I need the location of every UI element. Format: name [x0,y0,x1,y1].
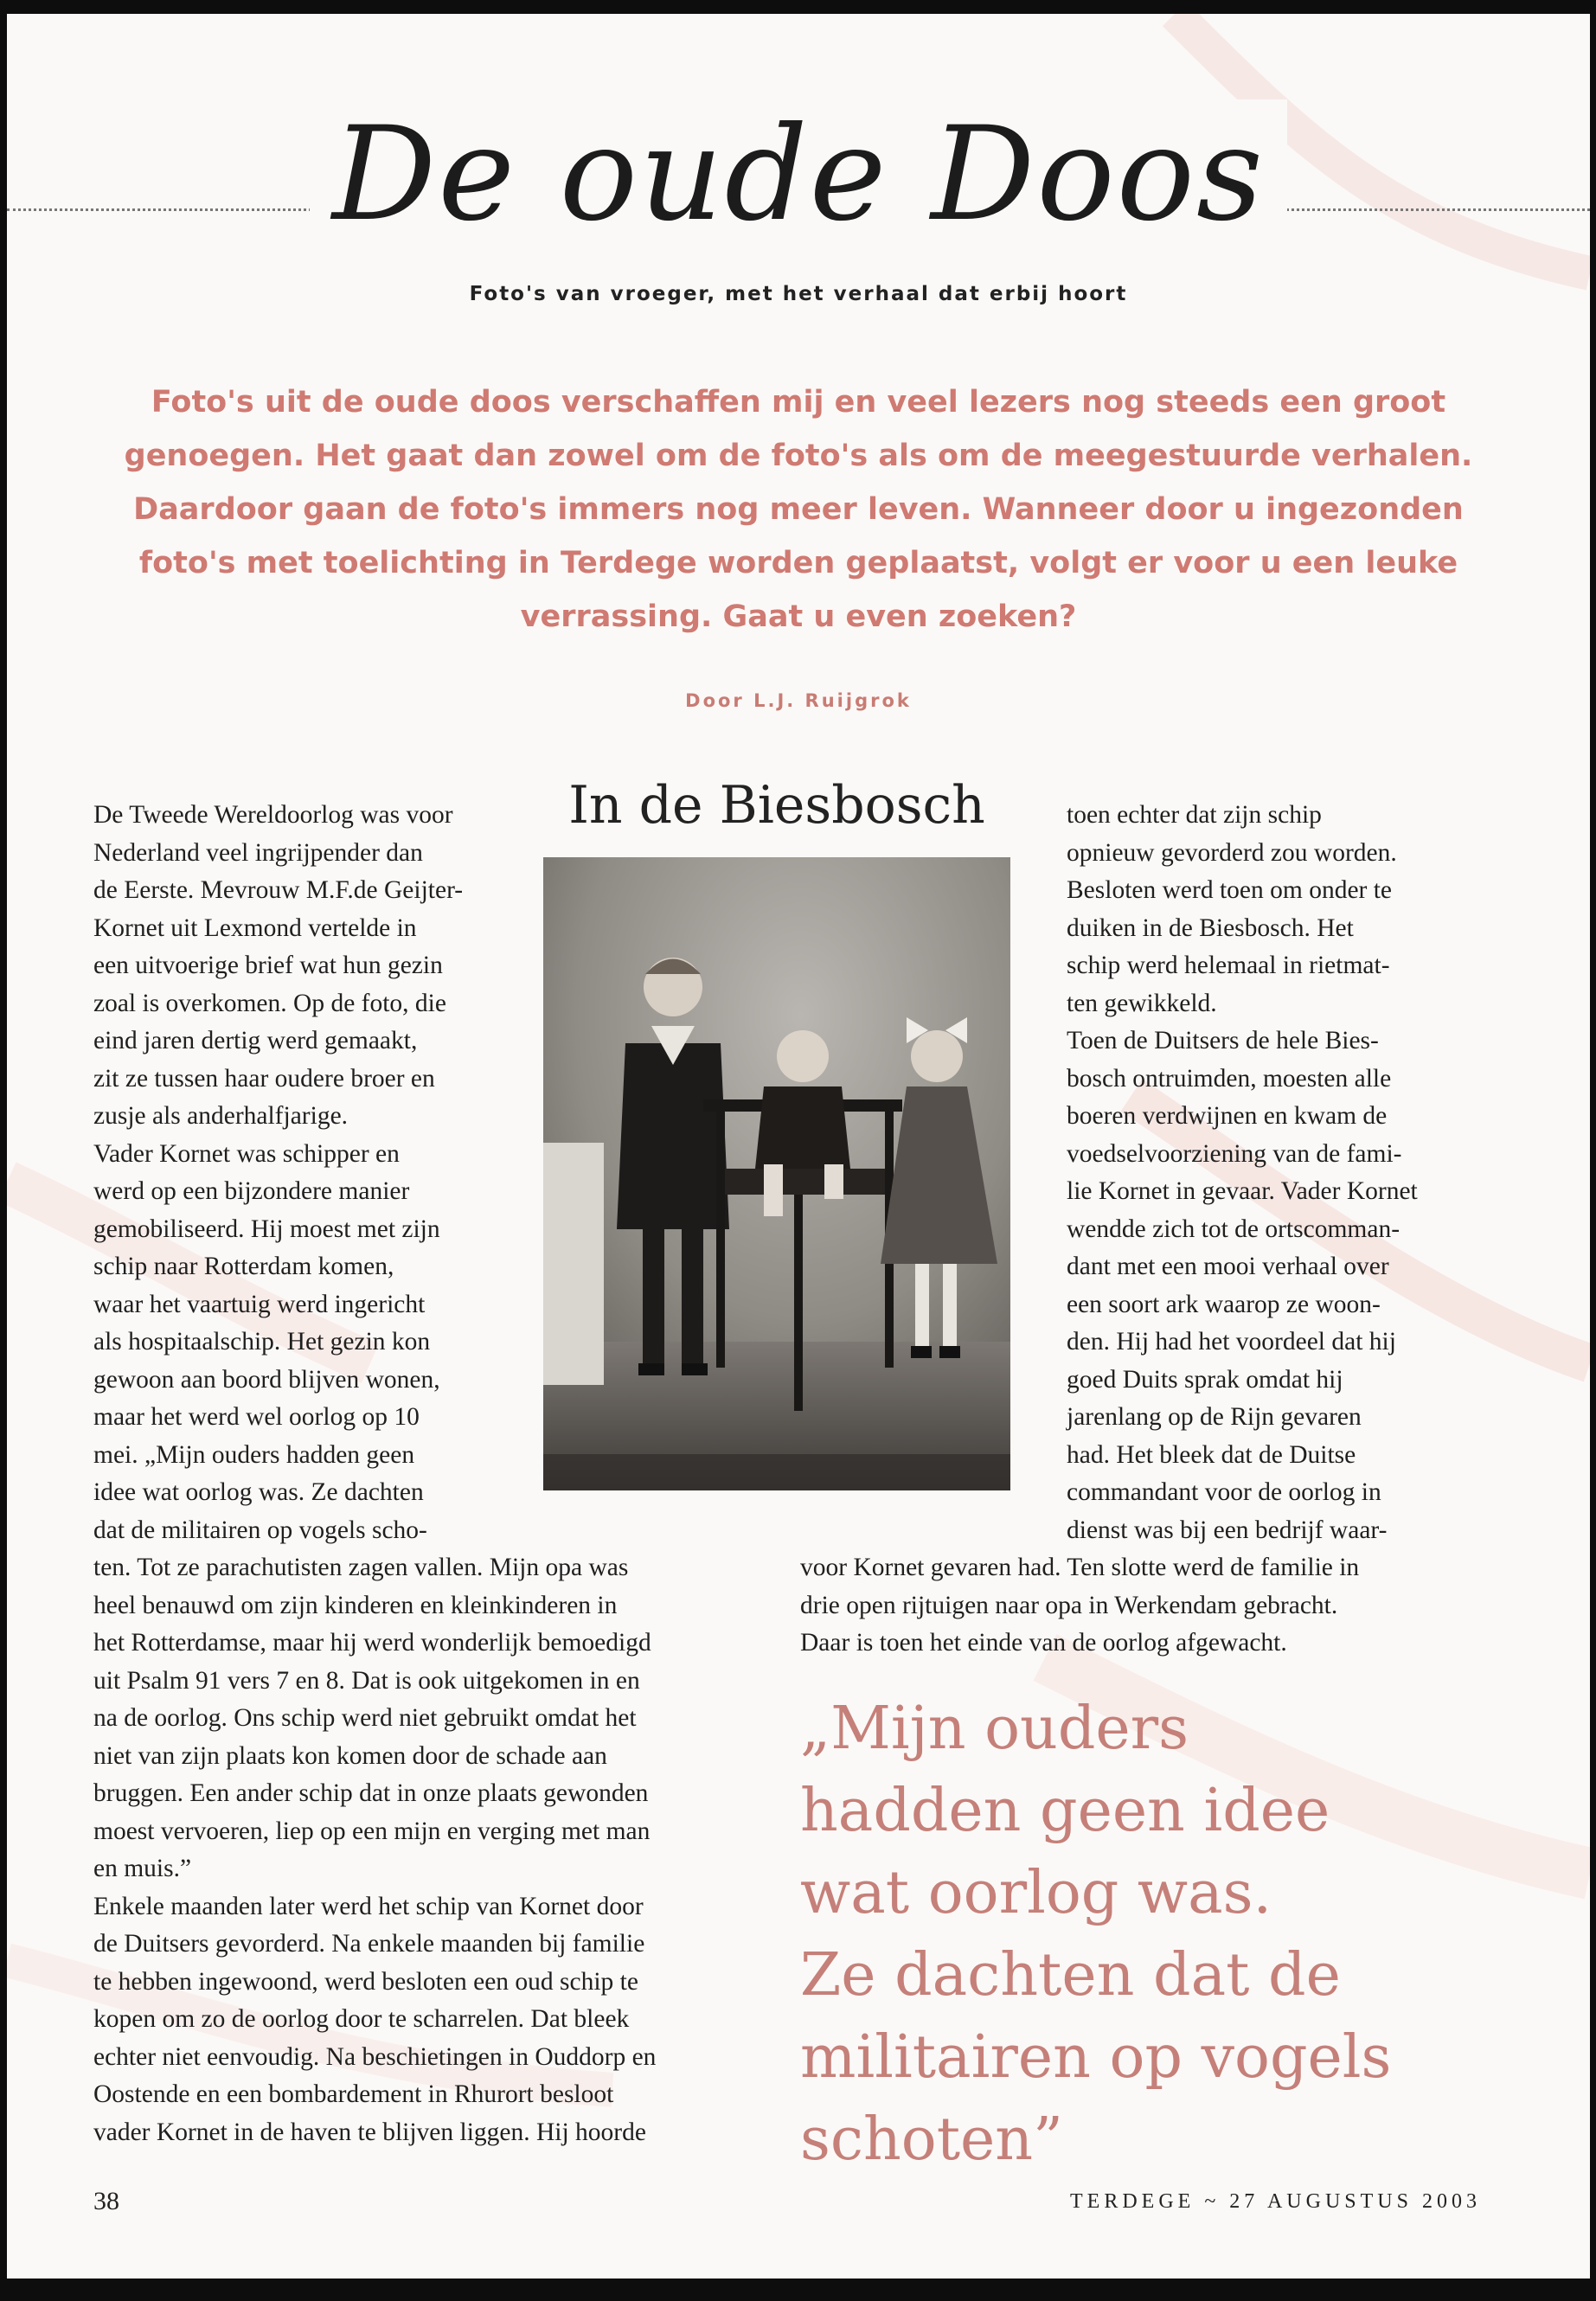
text-line: gewoon aan boord blijven wonen, [93,1365,440,1394]
text-line: Nederland veel ingrijpender dan [93,838,423,867]
page-title: De oude Doos [7,97,1590,253]
text-line: zusje als anderhalfjarige. [93,1102,349,1130]
text-line: de Duitsers gevorderd. Na enkele maanden bij familie [93,1930,645,1958]
text-line: jarenlang op de Rijn gevaren [1067,1403,1362,1431]
article-column-left [93,797,517,1549]
text-line: als hospitaalschip. Het gezin kon [93,1328,431,1356]
text-line: echter niet eenvoudig. Na beschietingen in Ouddorp en [93,2042,657,2071]
text-line: dienst was bij een bedrijf waar- [1067,1516,1388,1544]
text-line: moest vervoeren, liep op een mijn en verging met man [93,1817,651,1845]
text-line: en muis.” [93,1855,192,1882]
text-line: lie Kornet in gevaar. Vader Kornet [1067,1177,1418,1205]
article-column-right [1067,797,1482,1549]
pull-quote-line: militairen op vogels [800,2023,1392,2092]
intro-paragraph: Foto's uit de oude doos verschaffen mij en veel lezers nog steeds een groot genoegen. Het gaat dan zowel om de foto's als om de meegestuurde verhalen. Daardoor gaan de foto's immers nog meer leven. Wanneer door u ingezonden foto's met toelichting in Terdege worden geplaatst, volgt er voor u een leuke verrassing. Gaat u even zoeken? [124,385,1473,634]
text-line: te hebben ingewoond, werd besloten een oud schip te [93,1967,638,1996]
text-line: Daar is toen het einde van de oorlog afgewacht. [800,1629,1287,1657]
text-line: wendde zich tot de ortscomman- [1067,1215,1401,1243]
text-line: voor Kornet gevaren had. Ten slotte werd de familie in [800,1554,1360,1581]
text-line: had. Het bleek dat de Duitse [1067,1440,1356,1469]
text-line: Vader Kornet was schipper en [93,1139,400,1168]
text-line: ten. Tot ze parachutisten zagen vallen. Mijn opa was [93,1554,629,1581]
text-line: eind jaren dertig werd gemaakt, [93,1027,418,1054]
pull-quote-line: Ze dachten dat de [800,1941,1341,2009]
text-line: dant met een mooi verhaal over [1067,1253,1389,1280]
text-line: gemobiliseerd. Hij moest met zijn [93,1215,440,1243]
article-column-right-wide [800,1549,1484,1663]
text-line: bosch ontruimden, moesten alle [1067,1064,1392,1093]
pull-quote-line: hadden geen idee [800,1777,1330,1845]
page-number: 38 [93,2187,119,2215]
text-line: dat de militairen op vogels scho- [93,1516,427,1544]
article-column-left-wide [93,1549,785,2151]
text-line: niet van zijn plaats kon komen door de schade aan [93,1741,607,1770]
text-line: duiken in de Biesbosch. Het [1067,913,1354,942]
text-line: uit Psalm 91 vers 7 en 8. Dat is ook uitgekomen in en [93,1666,640,1695]
text-line: schip werd helemaal in rietmat- [1067,952,1390,979]
pull-quote [800,1688,1518,2181]
text-line: Enkele maanden later werd het schip van Kornet door [93,1892,644,1920]
text-line: den. Hij had het voordeel dat hij [1067,1328,1396,1356]
text-line: heel benauwd om zijn kinderen en kleinkinderen in [93,1591,618,1619]
text-line: Besloten werd toen om onder te [1067,876,1393,904]
text-line: het Rotterdamse, maar hij werd wonderlijk bemoedigd [93,1629,651,1657]
text-line: een uitvoerige brief wat hun gezin [93,952,443,979]
text-line: een soort ark waarop ze woon- [1067,1290,1381,1318]
text-line: Toen de Duitsers de hele Bies- [1067,1027,1379,1054]
text-line: zit ze tussen haar oudere broer en [93,1064,435,1093]
pull-quote-line: schoten” [800,2106,1063,2174]
byline: Door L.J. Ruijgrok [685,690,912,711]
publication-footer: TERDEGE ~ 27 AUGUSTUS 2003 [1070,2190,1481,2213]
text-line: maar het werd wel oorlog op 10 [93,1403,420,1431]
page-subtitle: Foto's van vroeger, met het verhaal dat erbij hoort [469,283,1128,305]
pull-quote-line: wat oorlog was. [800,1859,1272,1927]
text-line: bruggen. Een ander schip dat in onze plaats gewonden [93,1779,649,1807]
magazine-page [7,14,1590,2279]
text-line: boeren verdwijnen en kwam de [1067,1102,1388,1130]
text-line: mei. „Mijn ouders hadden geen [93,1440,415,1469]
text-line: goed Duits sprak omdat hij [1067,1365,1343,1394]
text-line: de Eerste. Mevrouw M.F.de Geijter- [93,876,464,904]
text-line: kopen om zo de oorlog door te scharrelen. Dat bleek [93,2005,630,2033]
text-line: idee wat oorlog was. Ze dachten [93,1478,424,1506]
text-line: na de oorlog. Ons schip werd niet gebruikt omdat het [93,1704,637,1732]
text-line: Oostende en een bombardement in Rhurort besloot [93,2080,614,2108]
text-line: zoal is overkomen. Op de foto, die [93,989,446,1017]
text-line: toen echter dat zijn schip [1067,801,1322,829]
text-line: voedselvoorziening van de fami- [1067,1139,1402,1168]
text-line: ten gewikkeld. [1067,989,1217,1017]
photo-title: In de Biesbosch [568,775,985,836]
pull-quote-line: „Mijn ouders [800,1695,1189,1763]
text-line: De Tweede Wereldoorlog was voor [93,801,453,829]
text-line: Kornet uit Lexmond vertelde in [93,913,417,942]
family-photo [543,857,1010,1490]
text-line: vader Kornet in de haven te blijven liggen. Hij hoorde [93,2118,646,2146]
text-line: waar het vaartuig werd ingericht [93,1290,426,1318]
text-line: werd op een bijzondere manier [93,1177,410,1205]
text-line: opnieuw gevorderd zou worden. [1067,838,1397,867]
text-line: commandant voor de oorlog in [1067,1478,1381,1506]
text-line: schip naar Rotterdam komen, [93,1253,394,1280]
text-line: drie open rijtuigen naar opa in Werkendam gebracht. [800,1591,1338,1619]
